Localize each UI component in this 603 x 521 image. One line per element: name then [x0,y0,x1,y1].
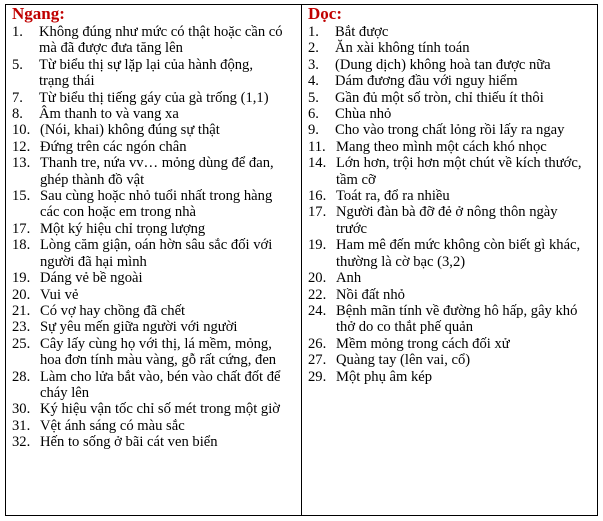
clue-line: hoa đơn tính màu vàng, gỗ rất cứng, đen [40,352,277,369]
clue-text [336,303,593,336]
clue-text [40,188,295,221]
down-clue [308,139,593,155]
clue-line: Ham mê đến mức không còn biết gì khác, [336,237,581,254]
down-clue [308,369,593,385]
clue-text [40,401,295,417]
clue-text [39,106,295,122]
clue-line: Mang theo mình một cách khó nhọc [336,138,547,155]
clue-text [40,221,295,237]
clue-number: 14. [308,155,327,172]
clue-number: 17. [308,204,327,221]
clue-line: Sự yêu mến giữa người với người [40,319,238,336]
clue-number: 18. [12,237,31,254]
clue-number: 8. [12,106,23,123]
clue-line: (Dung dịch) không hoà tan được nữa [335,56,551,73]
clue-text [39,57,295,90]
clue-text [335,57,593,73]
down-clue [308,122,593,138]
clue-line: thở do co thắt phế quản [336,319,474,336]
clue-number: 5. [308,89,319,106]
down-clue [308,287,593,303]
across-clue [12,303,295,319]
clue-line: mà đã được đưa tăng lên [39,40,183,57]
across-clue [12,270,295,286]
clue-number: 19. [12,270,31,287]
clue-text [336,155,593,188]
down-clue [308,57,593,73]
clue-line: Toát ra, đổ ra nhiều [336,188,450,205]
across-clue-list [12,24,295,451]
clue-text [40,418,295,434]
across-clue [12,155,295,188]
clue-text [40,155,295,188]
across-clue [12,122,295,138]
clue-number: 26. [308,335,327,352]
down-clue [308,352,593,368]
down-clue [308,204,593,237]
clue-text [336,369,593,385]
clue-number: 29. [308,368,327,385]
clue-number: 3. [308,56,319,73]
clue-text [40,336,295,369]
clue-number: 2. [308,40,319,57]
down-clue [308,73,593,89]
clue-number: 25. [12,335,31,352]
across-clue [12,237,295,270]
clue-line: Sau cùng hoặc nhỏ tuổi nhất trong hàng [40,188,273,205]
clue-line: Chùa nhỏ [335,106,392,123]
column-divider [301,4,302,516]
clue-number: 10. [12,122,31,139]
down-clue [308,40,593,56]
clue-number: 16. [308,188,327,205]
across-clue [12,90,295,106]
clue-text [335,73,593,89]
clue-text [40,319,295,335]
down-column [308,5,593,385]
clue-number: 17. [12,220,31,237]
clue-text [336,336,593,352]
down-clue [308,336,593,352]
clue-text [40,122,295,138]
clue-number: 21. [12,302,31,319]
clue-number: 20. [12,286,31,303]
clue-line: Người đàn bà đỡ đẻ ở nông thôn ngày [336,204,558,221]
clue-number: 9. [308,122,319,139]
clue-line: Thanh tre, nứa vv… mỏng dùng để đan, [40,155,274,172]
clue-line: Vệt ánh sáng có màu sắc [40,417,185,434]
down-clue-list [308,24,593,385]
down-clue [308,303,593,336]
clue-line: Một ký hiệu chỉ trọng lượng [40,220,206,237]
clue-number: 22. [308,286,327,303]
clue-text [336,139,593,155]
clue-number: 30. [12,401,31,418]
clue-text [39,90,295,106]
clue-number: 1. [12,24,23,40]
clue-text [335,90,593,106]
clue-line: Gần đủ một số tròn, chỉ thiếu ít thôi [335,89,544,106]
clue-line: Vui vẻ [40,286,79,303]
across-clue [12,139,295,155]
clue-text [40,369,295,402]
across-clue [12,188,295,221]
clue-line: Lớn hơn, trội hơn một chút về kích thước, [336,155,582,172]
across-clue [12,287,295,303]
clue-number: 31. [12,417,31,434]
clue-line: trạng thái [39,73,95,90]
clue-line: Cây lấy cùng họ với thị, lá mềm, mỏng, [40,335,272,352]
clue-line: cháy lên [40,384,90,401]
clue-line: Từ biểu thị tiếng gáy của gà trống (1,1) [39,89,269,106]
down-clue [308,237,593,270]
across-clue [12,369,295,402]
across-clue [12,106,295,122]
across-column [12,5,295,451]
across-clue [12,401,295,417]
clue-line: Âm thanh to và vang xa [39,106,179,123]
clue-number: 19. [308,237,327,254]
clue-line: Đứng trên các ngón chân [40,138,187,155]
across-clue [12,57,295,90]
across-heading: Ngang: [12,4,65,23]
clue-number: 1. [308,24,319,40]
clue-text [39,24,295,57]
down-clue [308,24,593,40]
clue-line: Không đúng như mức có thật hoặc cần có [39,24,283,40]
clue-line: Bắt được [335,24,389,40]
clue-line: Một phụ âm kép [336,368,433,385]
clue-line: Cho vào trong chất lỏng rồi lấy ra ngay [335,122,565,139]
clue-line: Bệnh mãn tính về đường hô hấp, gây khó [336,302,578,319]
down-heading: Dọc: [308,4,342,23]
clue-number: 20. [308,270,327,287]
clue-text [336,237,593,270]
clue-line: Lòng căm giận, oán hờn sâu sắc đối với [40,237,273,254]
down-clue [308,106,593,122]
clue-text [335,122,593,138]
clue-line: (Nói, khai) không đúng sự thật [40,122,220,139]
clue-number: 23. [12,319,31,336]
clue-line: trước [336,220,368,237]
clue-number: 15. [12,188,31,205]
clue-text [40,303,295,319]
clue-number: 7. [12,89,23,106]
clue-line: Mềm mỏng trong cách đối xử [336,335,510,352]
clue-line: Quàng tay (lên vai, cổ) [336,352,471,369]
clue-number: 24. [308,302,327,319]
down-clue [308,90,593,106]
clue-number: 5. [12,56,23,73]
clue-text [40,237,295,270]
clue-text [40,287,295,303]
clue-text [335,24,593,40]
down-clue [308,270,593,286]
clue-text [40,139,295,155]
clue-text [336,204,593,237]
clue-line: ghép thành đồ vật [40,171,145,188]
clue-line: Anh [336,270,362,287]
clue-line: Dáng vẻ bề ngoài [40,270,143,287]
across-clue [12,319,295,335]
clue-text [40,270,295,286]
clue-number: 6. [308,106,319,123]
clue-line: Ăn xài không tính toán [335,40,470,57]
clue-number: 13. [12,155,31,172]
clue-number: 28. [12,368,31,385]
clue-text [336,270,593,286]
across-clue [12,418,295,434]
clue-text [335,40,593,56]
clue-text [336,352,593,368]
down-clue [308,155,593,188]
clue-number: 27. [308,352,327,369]
clue-number: 32. [12,434,31,451]
across-clue [12,221,295,237]
clue-line: tầm cỡ [336,171,376,188]
across-clue [12,434,295,450]
clue-line: Nồi đất nhỏ [336,286,405,303]
clue-line: Ký hiệu vận tốc chỉ số mét trong một giờ [40,401,280,418]
clue-line: Hến to sống ở bãi cát ven biển [40,434,218,451]
down-clue [308,188,593,204]
clue-line: người đã hại mình [40,253,147,270]
across-clue [12,336,295,369]
clue-number: 12. [12,138,31,155]
across-clue [12,24,295,57]
clue-line: Từ biểu thị sự lặp lại của hành động, [39,56,254,73]
clue-line: Làm cho lửa bắt vào, bén vào chất đốt để [40,368,281,385]
clue-text [40,434,295,450]
clue-line: Có vợ hay chồng đã chết [40,302,186,319]
clue-number: 11. [308,138,326,155]
clue-text [336,188,593,204]
clue-text [335,106,593,122]
clue-line: các con hoặc em trong nhà [40,204,196,221]
clue-line: thường là cờ bạc (3,2) [336,253,466,270]
clue-line: Dám đương đầu với nguy hiểm [335,73,518,90]
clue-number: 4. [308,73,319,90]
clue-text [336,287,593,303]
